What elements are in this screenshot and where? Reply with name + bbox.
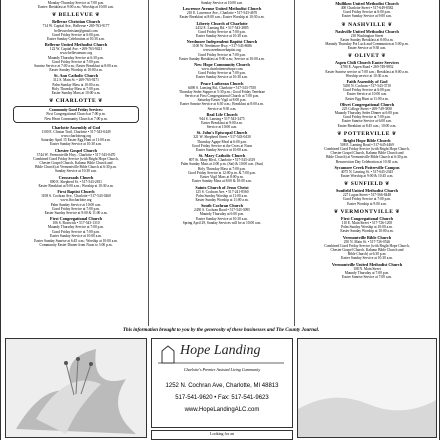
listing-line: Sunrise Service at 7:00 a.m.; Easter Breakfast at 8:00 a.m. [34,64,118,69]
listing-line: Good Friday Service at 12:00 p.m. & 7:00 p.m. [187,170,257,175]
listing-line: Palm Sunday Mass at 4:00 p.m. (Sat) & 10:00 a.m. (Sun) [180,162,264,167]
ornament-icon: ❦ [333,209,341,215]
listing-line: Good Friday Service at 7:00 p.m. [197,29,246,34]
listing-line: 210 E. Lawrence Ave., Charlotte • 517-543-4670 [186,11,258,16]
town-heading [297,22,437,28]
column-3 [297,0,437,279]
church-name: Olivet Congregational Church [339,101,395,107]
listing-line: Maundy Thursday Service at 6:30 p.m. [47,55,105,60]
listing-line: Easter Breakfast at 9:00 a.m.; Worship at 10:30 a.m. [38,183,114,188]
church-listing [297,60,437,78]
listing-line: Easter Sunday Service at 10:30 a.m. [196,216,248,221]
lily-photo-ad [5,338,147,438]
listing-line: 210 Washington Street [350,33,384,38]
church-name: Lawrence Avenue United Methodist Church [182,6,262,12]
listing-line: Palm Sunday Worship at 11:00 a.m. [196,193,248,198]
listing-line: First Congregational Church at 7:00 p.m. [46,112,106,117]
ornament-icon: ❦ [379,54,387,60]
hope-landing-logo: Hope Landing [180,343,261,358]
ornament-icon: ❦ [49,99,56,105]
ornament-icon: ❦ [337,131,344,137]
listing-line: Easter Sunrise Service at 6:30 a.m.; Breakfast at 8:00 a.m. [180,102,264,107]
listing-line: Good Friday Service at the Cross at Noon [191,143,253,148]
listing-line: Easter Sunday Breakfast at 8:00 a.m. [340,37,394,42]
listing-line: Saturday April 15 Easter Egg Hunt at 11:00 a.m. [41,138,111,143]
church-name: Vermontville Bible Church [342,234,392,240]
church-listing [5,1,147,9]
listing-line: Sunday Service at 10:00 a.m. [200,1,244,5]
ornament-icon: ❦ [51,13,59,19]
town-name: CHARLOTTE [55,98,97,105]
listing-line: Holy Thursday Mass at 7:00 p.m. [197,166,247,171]
town-heading [5,12,147,18]
town-name: SUNFIELD [350,181,384,188]
church-listing [151,130,293,152]
church-name: Nashville United Methodist Church [335,28,399,34]
advertisement-row [3,336,439,440]
church-listing [297,1,437,19]
ornament-icon: ❦ [383,182,390,188]
listing-line: Easter Sunrise service at 7:00 a.m.; Breakfast at 8:00 a.m. [325,69,409,74]
church-listing [151,1,293,5]
church-listing [151,6,293,19]
church-name: Bellevue Christian Church [52,19,100,25]
church-name: Charlotte Assembly of God [51,124,101,130]
listing-line: Service at First Congregational Church at 7:00 p.m. [184,94,260,99]
church-name: Faith Assembly of God [346,79,388,85]
church-listing [151,21,293,39]
listing-line: Good Friday Service at 7:00 p.m. [197,52,246,57]
church-name: First Congregational Church [341,215,393,221]
listing-line: Maundy Thursday at 6:00 p.m. [199,212,245,217]
town-name: POTTERVILLE [343,130,391,137]
church-listing [297,235,437,261]
listing-line: 4075 N. Lansing St. • 517-645-2345 [340,169,394,174]
lily-flower-image [6,339,147,438]
listing-line: 400 Charlotte Street • 517-649-8382 [340,6,394,10]
ornament-icon: ❦ [385,22,393,28]
town-heading [297,181,437,187]
listing-line: Maundy Thursday Seder Dinner at 6:00 p.m. [334,111,400,116]
hope-landing-address: 1252 N. Cochran Ave, Charlotte, MI 48813 [165,383,279,389]
column-1 [5,0,147,247]
listing-line: Easter Breakfast at 8:45 a.m.; 10:00 a.m. [337,123,397,128]
town-heading [5,98,147,104]
listing-line: Thursday Agape Meal at 6:00 p.m. [196,139,247,144]
church-listing [297,262,437,280]
listing-line: Combined Good Friday Service (with Bright Hope Church, [324,147,410,152]
town-heading [297,209,437,215]
listing-line: www.charlottenewhope.com [201,67,243,72]
church-name: First Baptist Church [57,189,95,195]
good-friday-box [13,106,139,123]
listing-line: Easter Breakfast at 8:00 a.m.; Easter Worship at 10:30 a.m. [179,15,265,20]
listing-line: Easter Service at 10:00 a.m. [346,92,388,97]
church-name: Bellevue United Methodist Church [44,42,108,48]
listing-line: Easter: Breakfast at 9:00 a.m.; Worship at 10:00 a.m. [37,5,115,10]
listing-line: Good Friday Service at 7:00 p.m. [51,59,100,64]
church-listing [151,81,293,111]
church-listing [297,165,437,178]
church-listing [151,153,293,183]
column-2 [151,0,293,225]
church-listing [5,148,147,174]
hope-landing-ad [151,338,293,428]
listing-line: 122 W. Capital Ave. • 269-763-9421 [49,47,103,52]
church-name: Mulliken United Methodist Church [335,1,399,6]
listing-line: Thursday Seder Supper at 5:30 p.m.; Good Friday Tenebrae [179,89,265,94]
church-listing [151,185,293,203]
listing-line: Combined Good Friday Service (with Bright Hope Church, [33,156,119,161]
listing-line: Easter Vigil Mass at 8:00 p.m. [200,175,244,180]
church-name: Sycamore Creek Potterville Campus [334,164,400,170]
listing-line: Easter Service at 9:30 a.m. [347,46,387,51]
listing-line: 1108 S. Cochran Ave., Charlotte • 517-543-0260 [41,194,111,199]
church-name: Saints Church of Jesus Christ [195,184,249,190]
listing-line: 1100 E. Clinton Trail, Charlotte • 517-543-0449 [41,129,111,134]
listing-line: Easter Sunday Service at 9:00 & 11:00 a.m. [44,210,108,215]
listing-line: 106 S. Bostwick • 517-543-1310 [52,221,100,226]
church-name: Vermontville United Methodist Church [331,261,403,267]
ornament-icon: ❦ [93,13,101,19]
listing-line: Easter Breakfast at 9:00 a.m. [201,121,243,126]
church-listing [297,188,437,206]
listing-line: Spring April 29, Sunday Services will be at 10:00 a.m. [182,220,262,225]
listing-line: Combined Good Friday Service (with Bright Hope Church, [324,243,410,248]
church-name: Sunfield United Methodist Church [336,188,398,194]
church-listing [5,175,147,188]
listing-line: 4780 E. Aspen Road • 269-749-9852 [340,65,394,70]
hope-landing-phones: 517-541-9620 • Fax: 517-541-9623 [175,395,269,401]
church-name: South Cochran Church [201,203,243,209]
listing-line: Easter Sunday Worship at 10:00 a.m. [49,68,103,73]
listing-line: 2450 S. Cochran Road • 517-543-3095 [194,208,250,213]
listing-line: Easter Sunday Worship at 10:00 a.m. [340,229,394,234]
listing-line: Maundy Thursday at 7:00 p.m. [344,270,390,275]
listing-line: Easter Sunday Service at 10:30 a.m. [341,256,393,261]
listing-line: Chester Gospel Church, Kalamo Bible Church and [330,247,404,252]
church-name: Liberty Church of Charlotte [196,20,248,26]
listing-line: Easter Sunday Service at 10:00 a.m. [196,148,248,153]
ornament-icon: ❦ [347,54,355,60]
listing-line: Service at 9:30 a.m. [207,106,237,111]
church-name: Peace Lutheran Church [200,80,244,86]
listing-line: Easter Sunday Sunrise at 6:45 a.m.; Worship at 10:00 a.m. [34,238,118,243]
listing-line: Easter Worship at 9:00 a.m. [347,201,387,206]
listing-line: Easter Egg Hunt at 11:00 a.m. [345,96,389,101]
listing-line: Easter Sunrise Service at 6:00 a.m. [341,119,393,124]
listing-line: Easter Sunday Worship at 11:00 a.m. [195,197,249,202]
church-name: Aspen Chili Church Easter Services [334,60,400,66]
listing-line: Holy Thursday Mass at 7:00 p.m. [51,86,101,91]
listing-line: Bible Church) at Vermontville Bible Church at 6:30 p.m. [35,165,117,170]
church-name: St. Mary Catholic Church [198,153,246,159]
ornament-icon: ❦ [96,99,103,105]
town-heading [297,53,437,59]
listing-line: Resurrection Day Celebration at 10:30 a.m. [335,159,399,164]
town-name: VERMONTVILLE [340,208,394,215]
next-ad-teaser: Looking for an [151,430,293,440]
listing-line: 807 St. Mary Blvd., Charlotte • 517-543-4319 [188,158,256,163]
listing-line: 2432 E. Lansing Rd. • 517-543-2885 [195,25,249,30]
listing-line: 508 E. Lansing Road • 517-645-4469 [340,142,394,147]
listing-line: Chester Gospel Church, Kalamo Bible Church and [39,161,113,166]
column-divider [294,0,295,326]
listing-line: Easter Sunday Service at 10:30 a.m. [196,75,248,80]
listing-line: Easter Sunday Service at 9:00 a.m. [341,14,393,19]
listing-line: Easter Sunday Mass at 10:00 a.m. [51,91,101,96]
listing-line: 321 W. Shepherd Street • 517-543-0430 [193,135,251,140]
decorative-ad-image [298,339,437,438]
listing-line: Good Friday Service at 6:00 p.m. [342,10,391,15]
ornament-icon: ❦ [344,182,351,188]
listing-line: Good Friday Service at 6:00 p.m. [342,88,391,93]
listing-line: 6490 S. Lansing Rd., Charlotte • 517-543-7550 [187,85,257,90]
church-listing [151,112,293,130]
listing-line: Community Good Friday Services: [49,108,103,113]
listing-line: Palm Sunday Service at 10:00 a.m. [50,202,102,207]
listing-line: Good Friday Service at 7:00 p.m. [51,206,100,211]
listing-line: Palm Sunday Worship at 10:00 a.m. [341,225,393,230]
listing-line: www.charlotteag.org [60,134,92,139]
listing-line: 3744 W. Vermontville Hwy., Charlotte • 517-543-0470 [36,152,116,157]
church-listing [297,102,437,128]
listing-line: 1100 W. Needmore Hwy. • 517-543-8686 [192,44,252,49]
church-listing [151,39,293,61]
town-heading [297,131,437,137]
church-name: Chester Gospel Church [55,147,97,153]
church-listing [151,203,293,225]
church-listing [5,42,147,72]
church-name: Real Life Church [206,111,238,117]
listing-line: 944 S. Lansing • 517-543-3475 [199,116,245,121]
church-name: Bright Hope Bible Church [343,137,391,143]
listing-line: Saturday Easter Vigil at 8:00 p.m. [197,98,247,103]
listing-line: 714 W. Capital Ave., Bellevue • 269-763-9177 [42,24,110,29]
hope-landing-subtitle: Charlotte's Premier Assisted Living Community [183,367,261,372]
column-divider [148,0,149,326]
listing-line: www.fbccharlotte.org [60,198,92,203]
sponsor-note: This information brought to you by the generosity of these businesses and The County Journal. [122,328,320,333]
town-name: NASHVILLE [348,21,386,28]
church-name: Crossroads Church [58,174,94,180]
listing-line: Service at 10:00 a.m. [206,125,238,130]
church-listing [5,239,147,247]
church-listing [5,73,147,95]
hope-landing-website: www.HopeLandingALC.com [184,407,260,413]
listing-line: Good Friday Service at 6:00 p.m. [51,32,100,37]
listing-line: Sunday Service at 10:30 a.m. [54,169,98,174]
listing-line: Easter Worship at 9:00 & 10:45 a.m. [340,174,394,179]
listing-line: 5450 N. Cochran • 517-543-3710 [342,84,392,89]
listing-line: Easter Sunday Service at 10:30 a.m. [50,142,102,147]
church-name: First Congregational Church [50,216,102,222]
church-listing [297,79,437,101]
church-name: St. Ann Catholic Church [53,73,99,79]
listing-line: Monday-Thursday Service at 7:00 p.m. [47,1,105,5]
listing-line: Bible Church) at Vermontville Bible Church at 6:30 p.m. [326,155,408,160]
listing-line: 110 E. Main Street • 517-726-1205 [341,220,393,225]
town-name: BELLEVUE [58,12,94,19]
listing-line: Maundy Thursday Pot Luck and Communion at 5:00 p.m. [325,42,409,47]
listing-line: Bible Church) at 6:30 p.m. [347,252,387,257]
ornament-icon: ❦ [390,131,397,137]
listing-line: 800 E. Shepherd St. • 517-543-2811 [50,179,102,184]
ornament-icon: ❦ [341,22,349,28]
listing-line: Chester Gospel Church, Kalamo Bible Church and [330,151,404,156]
listing-line: www.bellevueumc.org [59,51,93,56]
listing-line: Easter Sunday Breakfast at 9:00 a.m.; Service at 10:00 a.m. [179,56,265,61]
church-listing [297,216,437,234]
church-listing [5,189,147,215]
town-name: OLIVET [354,53,380,60]
listing-line: Easter Sunday Service at 10:30 a.m. [196,34,248,39]
listing-line: Good Friday Service at 7:00 p.m. [342,115,391,120]
listing-line: Good Friday Service at 7:00 p.m. [342,197,391,202]
listing-line: www.needmorebaptist.org [203,48,241,53]
church-listing [297,138,437,164]
listing-line: 225 College Street • 269-749-3830 [341,106,393,111]
listing-line: 108 N. Main Street [353,266,381,271]
listing-line: Easter Sunrise Service at 7:00 a.m. [341,274,393,279]
church-name: Needmore Independent Baptist Church [186,39,258,45]
listing-line: Easter Sunday Celebration at 10:30 a.m. [47,37,105,42]
listing-line: 250 N. Main St. • 517-726-0526 [343,239,391,244]
church-listing [5,125,147,147]
listing-line: 125 S. Cochran Ave. • 517-241-8560 [195,189,249,194]
listing-line: Community Easter Dinner from Noon to 3:00 p.m. [39,243,113,248]
right-ad [297,338,437,438]
church-listing [151,62,293,80]
church-name: New Hope Community Church [194,62,250,68]
church-listing [5,216,147,238]
listing-line: bellevuechristian@gmail.com [54,28,98,33]
listing-line: 227 Logan Street • 517-566-8448 [342,193,392,198]
listing-line: Worship service at 10:30 a.m. [345,73,389,78]
church-listing [297,29,437,51]
listing-line: Maundy Thursday Service at 7:00 p.m. [47,225,105,230]
listing-line: Good Friday Service at 7:00 p.m. [51,229,100,234]
listing-line: Palm Sunday Mass at 10:00 a.m. [52,82,100,87]
ornament-icon: ❦ [393,209,401,215]
listing-line: 312 S. Main St. • 269-763-9271 [53,78,99,83]
listing-line: New Heart Community Church at 7:00 p.m. [44,116,108,121]
listing-line: Good Friday Service at 7:00 p.m. [197,71,246,76]
listing-line: Easter Sunday Service at 10:00 a.m. [50,233,102,238]
listing-line: Easter Sunday Mass at 8:00 & 10:00 a.m. [192,179,252,184]
church-name: St. John's Episcopal Church [196,130,248,136]
church-listing [5,19,147,41]
